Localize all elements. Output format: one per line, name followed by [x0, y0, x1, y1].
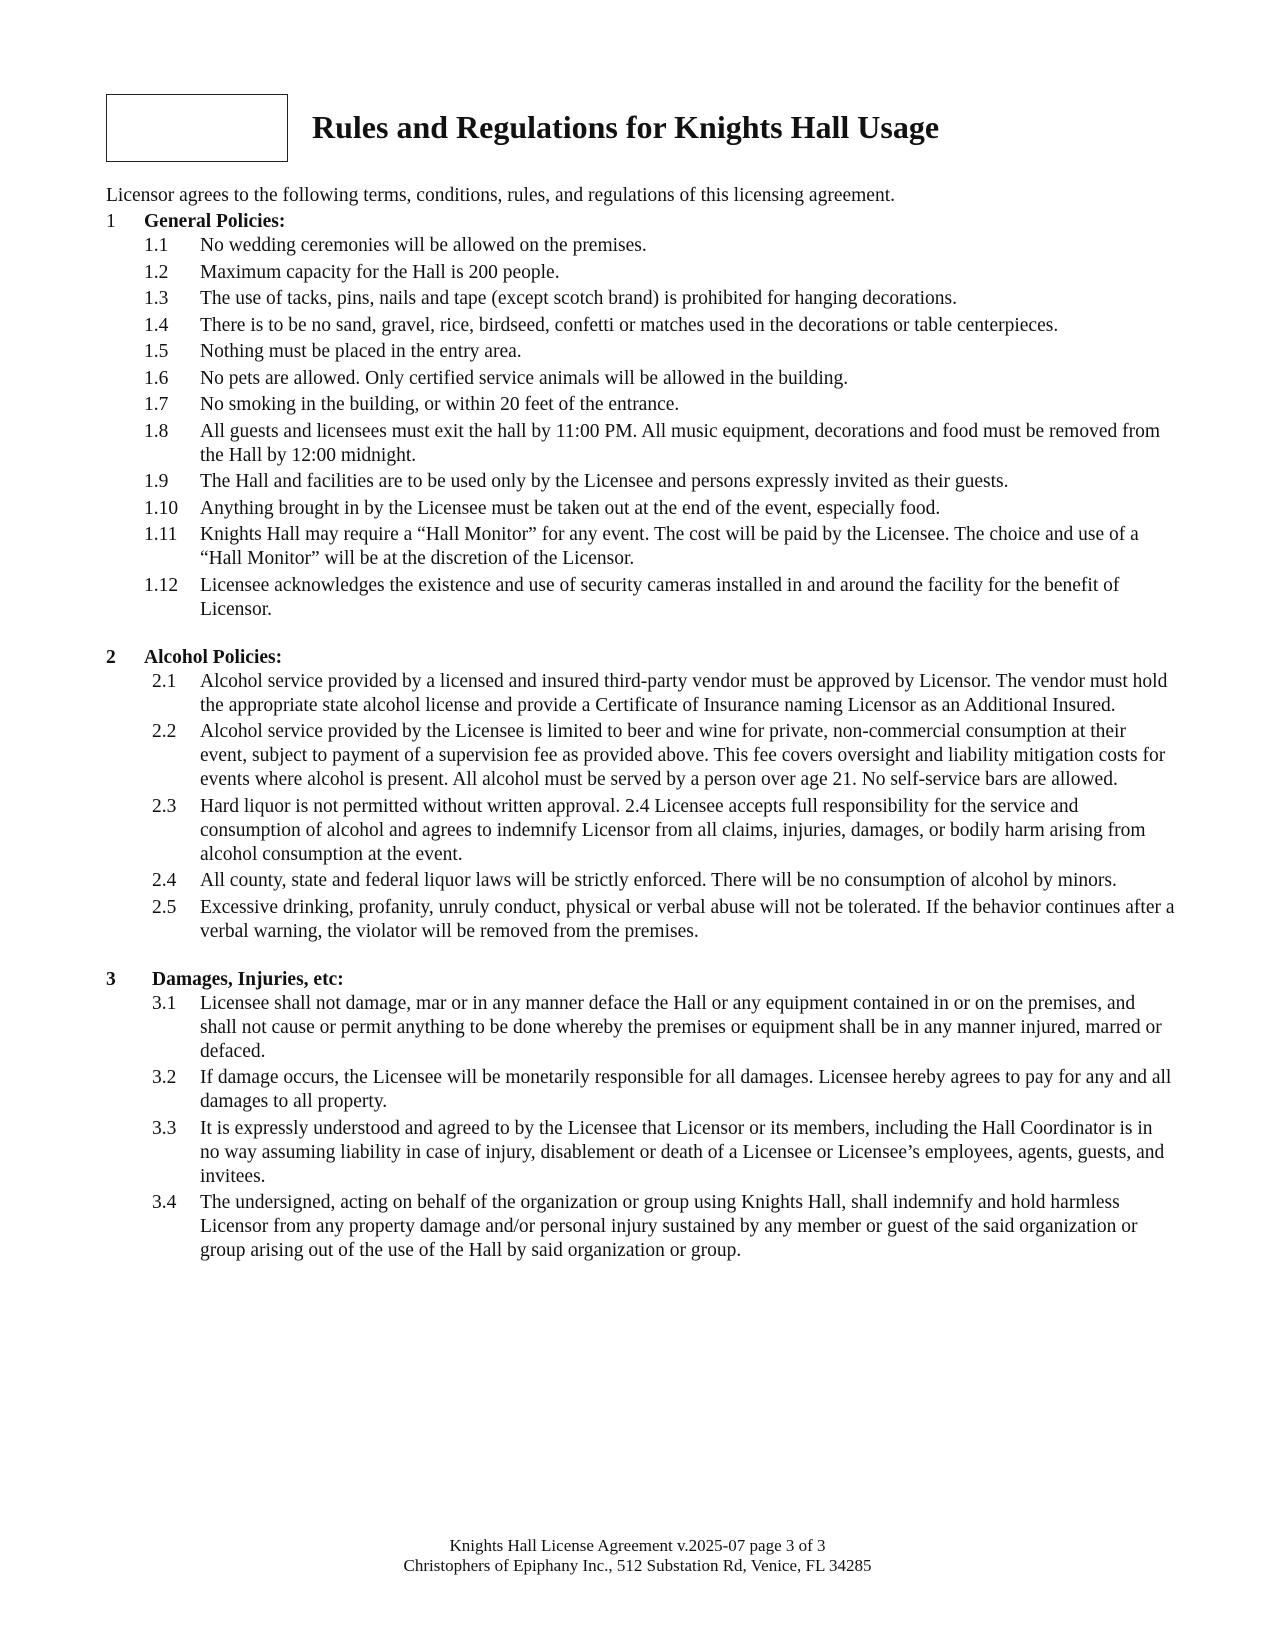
item-number: 3.4	[152, 1192, 177, 1213]
list-item	[106, 1191, 1176, 1263]
item-text: There is to be no sand, gravel, rice, birdseed, confetti or matches used in the decorations or table centerpieces.	[200, 314, 1059, 336]
item-text: If damage occurs, the Licensee will be monetarily responsible for all damages. Licensee hereby agrees to pay for any and all damages to all property.	[200, 1067, 1172, 1112]
section-3	[106, 968, 1176, 1264]
item-text: Hard liquor is not permitted without written approval. 2.4 Licensee accepts full responsibility for the service and consumption of alcohol and agrees to indemnify Licensor from all claims, injuries, damages, or bodily harm arising from alcohol consumption at the event.	[200, 795, 1146, 865]
list-item	[106, 523, 1176, 571]
list-item	[106, 497, 1176, 521]
item-number: 1.4	[144, 314, 169, 336]
item-number: 1.6	[144, 367, 169, 389]
item-number: 2.5	[152, 896, 177, 918]
document-body	[106, 184, 1176, 1266]
item-number: 1.2	[144, 261, 169, 283]
item-text: Maximum capacity for the Hall is 200 people.	[200, 261, 560, 283]
item-number: 2.3	[152, 795, 177, 817]
section-number: 3	[106, 968, 116, 990]
section-title: Alcohol Policies:	[144, 646, 283, 668]
list-item	[106, 1066, 1176, 1114]
item-number: 2.4	[152, 870, 177, 891]
logo-placeholder-box	[106, 94, 288, 162]
item-text: The undersigned, acting on behalf of the organization or group using Knights Hall, shall indemnify and hold harmless Licensor from any property damage and/or personal injury sustained by any member or guest of the said organization or group arising out of the use of the Hall by said organization or group.	[200, 1192, 1138, 1261]
list-item	[106, 992, 1176, 1064]
list-item	[106, 896, 1176, 944]
item-number: 2.1	[152, 670, 177, 692]
item-number: 1.5	[144, 341, 169, 362]
item-text: All county, state and federal liquor laws will be strictly enforced. There will be no consumption of alcohol by minors.	[200, 870, 1117, 891]
item-text: It is expressly understood and agreed to by the Licensee that Licensor or its members, including the Hall Coordinator is in no way assuming liability in case of injury, disablement or death of a Licensee or Licensee’s employees, agents, guests, and invitees.	[200, 1117, 1165, 1187]
section-1	[106, 210, 1176, 622]
section-heading	[106, 968, 1176, 992]
list-item	[106, 670, 1176, 718]
item-text: Licensee shall not damage, mar or in any manner deface the Hall or any equipment contained in or on the premises, and shall not cause or permit anything to be done whereby the premises or equipment shall be in any manner injured, marred or defaced.	[200, 992, 1162, 1062]
item-text: No pets are allowed. Only certified service animals will be allowed in the building.	[200, 367, 849, 389]
item-number: 3.3	[152, 1117, 177, 1139]
list-item	[106, 367, 1176, 391]
section-heading	[106, 210, 1176, 234]
list-item	[106, 574, 1176, 622]
item-text: All guests and licensees must exit the hall by 11:00 PM. All music equipment, decorations and food must be removed from the Hall by 12:00 midnight.	[200, 420, 1161, 466]
footer-line-1: Knights Hall License Agreement v.2025-07 page 3 of 3	[449, 1536, 826, 1555]
item-number: 1.11	[144, 524, 178, 545]
item-text: Anything brought in by the Licensee must be taken out at the end of the event, especially food.	[200, 497, 941, 519]
item-text: No smoking in the building, or within 20 feet of the entrance.	[200, 394, 680, 415]
section-number: 2	[106, 646, 116, 668]
list-item	[106, 470, 1176, 494]
list-item	[106, 234, 1176, 258]
list-item	[106, 340, 1176, 364]
item-text: The Hall and facilities are to be used only by the Licensee and persons expressly invited as their guests.	[200, 471, 1009, 492]
section-title: Damages, Injuries, etc:	[152, 968, 344, 990]
list-item	[106, 795, 1176, 867]
item-text: The use of tacks, pins, nails and tape (except scotch brand) is prohibited for hanging decorations.	[200, 288, 958, 309]
item-text: Alcohol service provided by the Licensee is limited to beer and wine for private, non-commercial consumption at their event, subject to payment of a supervision fee as provided above. This fee covers oversight and liability mitigation costs for events where alcohol is present. All alcohol must be served by a person over age 21. No self-service bars are allowed.	[200, 721, 1166, 790]
section-heading	[106, 646, 1176, 670]
item-text: Knights Hall may require a “Hall Monitor” for any event. The cost will be paid by the Licensee. The choice and use of a “Hall Monitor” will be at the discretion of the Licensor.	[200, 524, 1139, 569]
item-number: 2.2	[152, 721, 177, 742]
item-text: Licensee acknowledges the existence and use of security cameras installed in and around the facility for the benefit of Licensor.	[200, 574, 1120, 620]
item-text: Nothing must be placed in the entry area.	[200, 341, 522, 362]
section-2	[106, 646, 1176, 944]
page-title: Rules and Regulations for Knights Hall Usage	[312, 109, 940, 145]
item-number: 1.1	[144, 235, 169, 256]
page-footer	[0, 1536, 1275, 1576]
list-item	[106, 287, 1176, 311]
item-number: 1.3	[144, 288, 169, 309]
sections-container	[106, 210, 1176, 1263]
item-text: Excessive drinking, profanity, unruly conduct, physical or verbal abuse will not be tolerated. If the behavior continues after a verbal warning, the violator will be removed from the premises.	[200, 896, 1175, 942]
item-number: 3.1	[152, 992, 177, 1014]
item-number: 1.7	[144, 394, 169, 415]
list-item	[106, 720, 1176, 792]
list-item	[106, 261, 1176, 285]
section-title: General Policies:	[144, 211, 286, 232]
list-item	[106, 869, 1176, 893]
list-item	[106, 393, 1176, 417]
list-item	[106, 314, 1176, 338]
item-number: 1.10	[144, 497, 179, 519]
item-number: 1.8	[144, 420, 169, 442]
item-number: 1.12	[144, 574, 179, 596]
item-text: Alcohol service provided by a licensed and insured third-party vendor must be approved by Licensor. The vendor must hold the appropriate state alcohol license and provide a Certificate of Insurance naming Licensor as an Additional Insured.	[200, 670, 1168, 716]
footer-line-2: Christophers of Epiphany Inc., 512 Substation Rd, Venice, FL 34285	[403, 1556, 872, 1575]
section-number: 1	[106, 211, 116, 232]
item-number: 1.9	[144, 471, 169, 492]
item-text: No wedding ceremonies will be allowed on the premises.	[200, 235, 647, 256]
list-item	[106, 1117, 1176, 1189]
intro-paragraph: Licensor agrees to the following terms, conditions, rules, and regulations of this licensing agreement.	[106, 185, 896, 206]
item-number: 3.2	[152, 1067, 177, 1088]
list-item	[106, 420, 1176, 468]
